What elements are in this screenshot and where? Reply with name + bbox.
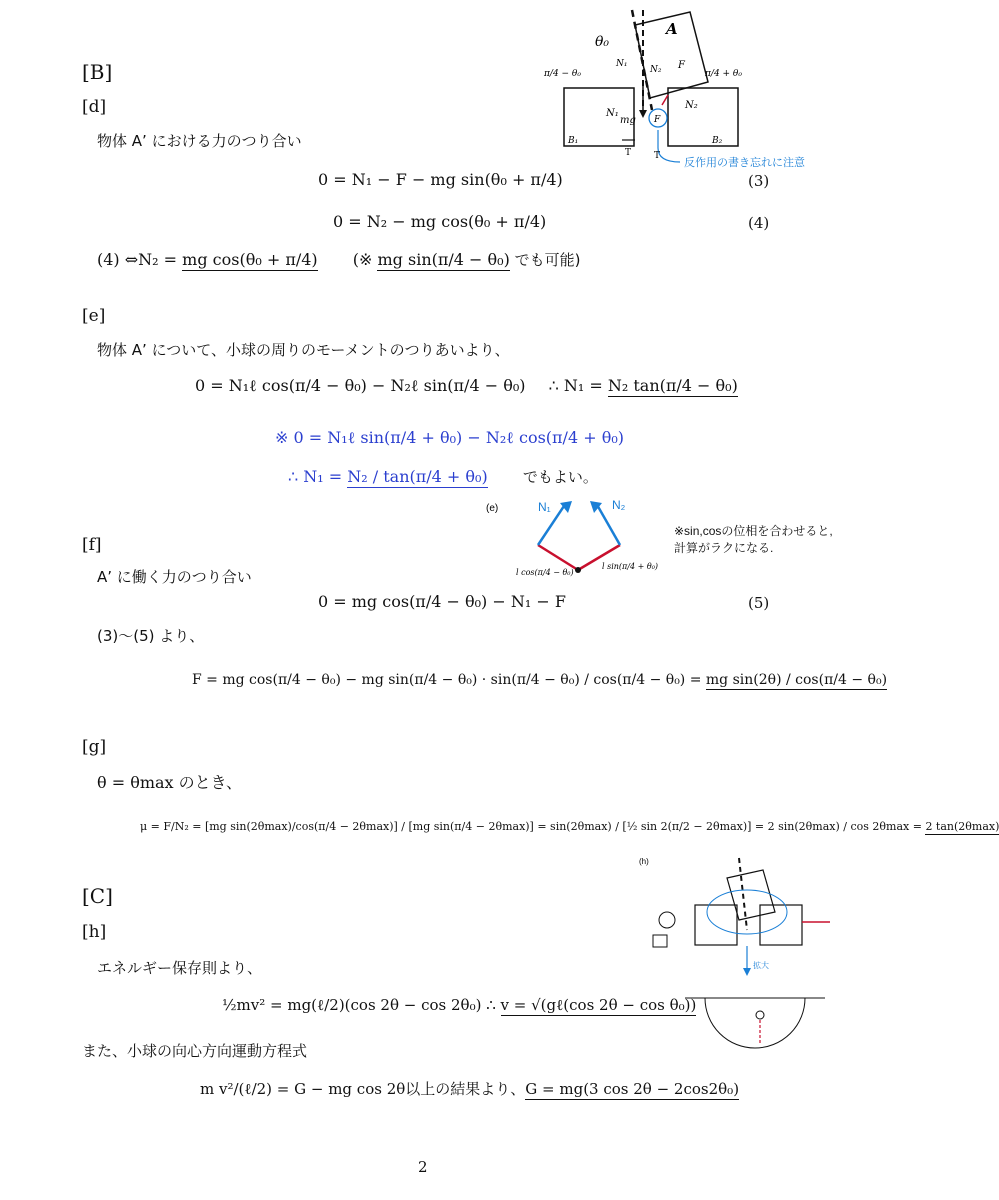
h-enlarge-arrowhead [743, 968, 751, 976]
left-angle-label: π/4 − θ₀ [544, 69, 581, 79]
h-figure-label: (h) [639, 857, 649, 866]
e-alt-therefore: ∴ N₁ = [288, 467, 348, 486]
h-block-B1 [695, 905, 737, 945]
equation-5: 0 = mg cos(π/4 − θ₀) − N₁ − F [318, 592, 566, 611]
e-left-arm [538, 545, 578, 570]
d-note-suffix: でも可能) [509, 251, 581, 269]
N2-top-label: N₂ [650, 65, 662, 75]
e-side-note-line-1: ※sin,cosの位相を合わせると, [674, 524, 833, 538]
e-alt-result-line [288, 466, 598, 487]
h-eq-body: ½mv² = mg(ℓ/2)(cos 2θ − cos 2θ₀) ∴ [222, 996, 501, 1014]
equation-3-number: (3) [748, 172, 770, 190]
e-left-length: l cos(π/4 − θ₀) [516, 568, 574, 577]
d-note-prefix: (※ [352, 250, 378, 269]
e-alt-suffix: でもよい。 [522, 468, 598, 486]
h-block-B2 [760, 905, 802, 945]
g-equation [140, 820, 999, 833]
block-B2 [668, 88, 738, 146]
heading-C: [C] [82, 884, 113, 908]
red-force-mark [662, 95, 668, 105]
mg-arrowhead [639, 110, 647, 118]
A-label: A [666, 20, 678, 38]
mg-label: mg [620, 115, 636, 126]
right-angle-label: π/4 + θ₀ [705, 69, 742, 79]
h-tilted-block [727, 870, 775, 920]
h-enlarge-label: 拡大 [753, 961, 769, 970]
B1-label: B₁ [568, 136, 579, 146]
e-moment-figure [480, 495, 670, 585]
e-moment-eq: 0 = N₁ℓ cos(π/4 − θ₀) − N₂ℓ sin(π/4 − θ₀) [195, 376, 526, 395]
equation-3: 0 = N₁ − F − mg sin(θ₀ + π/4) [318, 170, 563, 189]
h-intro: エネルギー保存則より、 [97, 959, 263, 977]
T-right-label: T [654, 151, 661, 161]
h-weight [653, 935, 667, 947]
T-left-label: T [625, 148, 632, 158]
f-equation [192, 672, 887, 688]
h-equation-2 [200, 1078, 739, 1099]
h-intro2: また、小球の向心方向運動方程式 [82, 1042, 308, 1060]
equation-5-number: (5) [748, 594, 770, 612]
force-diagram-figure [540, 10, 840, 180]
equation-4-number: (4) [748, 214, 770, 232]
F-label: F [654, 115, 661, 125]
f-intro: A’ に働く力のつり合い [97, 568, 252, 586]
page-number: 2 [418, 1158, 428, 1176]
e-alt-equation: ※ 0 = N₁ℓ sin(π/4 + θ₀) − N₂ℓ cos(π/4 + θ₀) [275, 428, 624, 447]
e-figure-label: (e) [486, 503, 499, 514]
e-therefore: ∴ N₁ = [548, 376, 608, 395]
f-from: (3)〜(5) より、 [97, 627, 205, 645]
h-figure [635, 850, 835, 1065]
heading-d: [d] [82, 97, 107, 117]
heading-f: [f] [82, 535, 102, 555]
caption-pointer [658, 148, 680, 162]
e-intro: 物体 A’ について、小球の周りのモーメントのつりあいより、 [97, 341, 510, 359]
N1-label: N₁ [606, 108, 619, 119]
h-arc [705, 998, 805, 1048]
figure-caption: 反作用の書き忘れに注意 [684, 157, 805, 169]
N2-label: N₂ [685, 100, 698, 111]
heading-h: [h] [82, 922, 107, 942]
h-pulley [659, 912, 675, 928]
d-note-value: mg sin(π/4 − θ₀) [377, 250, 510, 269]
theta0-label: θ₀ [595, 34, 610, 50]
d-intro: 物体 A’ における力のつり合い [97, 132, 302, 150]
f-eq-body: F = mg cos(π/4 − θ₀) − mg sin(π/4 − θ₀) · sin(π/4 − θ₀) / cos(π/4 − θ₀) = [192, 672, 706, 688]
d-result-prefix: (4) ⇔N₂ = [97, 250, 183, 269]
B2-label: B₂ [712, 136, 723, 146]
heading-e: [e] [82, 306, 106, 326]
e-right-length: l sin(π/4 + θ₀) [602, 562, 659, 571]
heading-g: [g] [82, 737, 107, 757]
e-fig-N1: N₁ [538, 500, 551, 514]
e-equation [195, 376, 738, 396]
g-result: 2 tan(2θmax) [925, 820, 999, 833]
N1-top-label: N₁ [616, 59, 628, 69]
h-ball [756, 1011, 764, 1019]
e-side-note-line-2: 計算がラクになる. [674, 541, 774, 555]
h-result: v = √(gℓ(cos 2θ − cos θ₀)) [500, 996, 697, 1014]
g-eq-body: μ = F/N₂ = [mg sin(2θmax)/cos(π/4 − 2θmax)] / [mg sin(π/4 − 2θmax)] = sin(2θmax) / [½ sin 2(π/2 − 2θmax)] = 2 sin(2θmax) / cos 2θmax = [140, 820, 926, 833]
e-alt-result: N₂ / tan(π/4 + θ₀) [347, 467, 488, 486]
e-fig-N2: N₂ [612, 498, 626, 512]
d-result: mg cos(θ₀ + π/4) [182, 250, 318, 269]
d-result-line [97, 249, 580, 270]
h-result2: G = mg(3 cos 2θ − 2cos2θ₀) [525, 1080, 740, 1098]
heading-B: [B] [82, 60, 113, 84]
h-eq2-body: m v²/(ℓ/2) = G − mg cos 2θ以上の結果より、 [200, 1080, 526, 1098]
equation-4: 0 = N₂ − mg cos(θ₀ + π/4) [333, 212, 547, 231]
e-pivot [575, 567, 581, 573]
f-result: mg sin(2θ) / cos(π/4 − θ₀) [705, 672, 888, 688]
h-equation [222, 996, 696, 1015]
e-result: N₂ tan(π/4 − θ₀) [607, 376, 738, 395]
e-side-note [674, 523, 833, 557]
g-intro: θ = θmax のとき、 [97, 773, 243, 792]
F-top-label: F [678, 60, 685, 71]
